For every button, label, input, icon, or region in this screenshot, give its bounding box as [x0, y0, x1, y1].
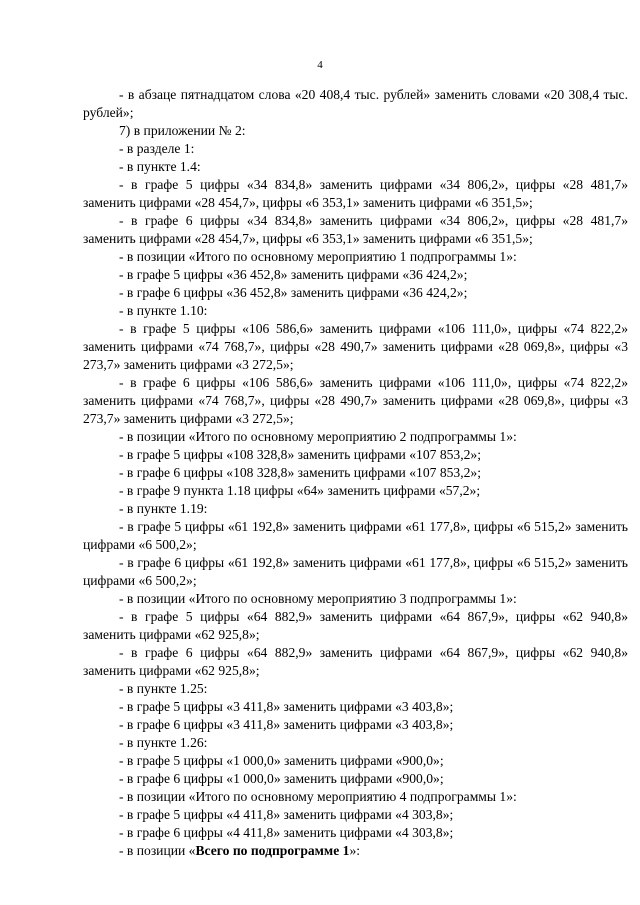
paragraph-total-2-col-5: - в графе 5 цифры «108 328,8» заменить цифрами «107 853,2»;: [119, 447, 481, 462]
paragraph-total-3-col-5: - в графе 5 цифры «64 882,9» заменить цифрами «64 867,9», цифры «62 940,8» заменить цифрами «62 925,8»;: [83, 609, 628, 642]
paragraph-total-measure-4: - в позиции «Итого по основному мероприятию 4 подпрограммы 1»:: [119, 789, 517, 804]
paragraph-total-measure-1: - в позиции «Итого по основному мероприятию 1 подпрограммы 1»:: [119, 249, 517, 264]
paragraph-appendix-2: 7) в приложении № 2:: [119, 123, 246, 138]
total-subprogram-prefix: - в позиции «: [119, 843, 196, 858]
paragraph-replace-words: - в абзаце пятнадцатом слова «20 408,4 тыс. рублей» заменить словами «20 308,4 тыс. рублей»;: [83, 87, 628, 120]
paragraph-item-1-25: - в пункте 1.25:: [119, 681, 208, 696]
paragraph-1-10-col-6: - в графе 6 цифры «106 586,6» заменить цифрами «106 111,0», цифры «74 822,2» заменить цифрами «74 768,7», цифры «28 490,7» заменить цифрами «28 069,8», цифры «3 273,7» заменить цифрами «3 272,5»;: [83, 375, 628, 426]
paragraph-total-subprogram: [83, 842, 628, 860]
paragraph-total-measure-2: - в позиции «Итого по основному мероприятию 2 подпрограммы 1»:: [119, 429, 517, 444]
paragraph-1-10-col-5: - в графе 5 цифры «106 586,6» заменить цифрами «106 111,0», цифры «74 822,2» заменить цифрами «74 768,7», цифры «28 490,7» заменить цифрами «28 069,8», цифры «3 273,7» заменить цифрами «3 272,5»;: [83, 321, 628, 372]
total-subprogram-bold: Всего по подпрограмме 1: [195, 843, 350, 858]
paragraph-item-1-19: - в пункте 1.19:: [119, 501, 208, 516]
paragraph-total-3-col-6: - в графе 6 цифры «64 882,9» заменить цифрами «64 867,9», цифры «62 940,8» заменить цифрами «62 925,8»;: [83, 645, 628, 678]
paragraph-1-25-col-6: - в графе 6 цифры «3 411,8» заменить цифрами «3 403,8»;: [119, 717, 454, 732]
paragraph-1-4-col-5: - в графе 5 цифры «34 834,8» заменить цифрами «34 806,2», цифры «28 481,7» заменить цифрами «28 454,7», цифры «6 353,1» заменить цифрами «6 351,5»;: [83, 177, 628, 210]
paragraph-total-1-col-6: - в графе 6 цифры «36 452,8» заменить цифрами «36 424,2»;: [119, 285, 468, 300]
paragraph-item-1-26: - в пункте 1.26:: [119, 735, 208, 750]
paragraph-1-26-col-6: - в графе 6 цифры «1 000,0» заменить цифрами «900,0»;: [119, 771, 444, 786]
paragraph-1-25-col-5: - в графе 5 цифры «3 411,8» заменить цифрами «3 403,8»;: [119, 699, 454, 714]
paragraph-total-4-col-6: - в графе 6 цифры «4 411,8» заменить цифрами «4 303,8»;: [119, 825, 454, 840]
paragraph-1-19-col-6: - в графе 6 цифры «61 192,8» заменить цифрами «61 177,8», цифры «6 515,2» заменить цифрами «6 500,2»;: [83, 555, 628, 588]
total-subprogram-suffix: »:: [349, 843, 361, 858]
paragraph-total-1-col-5: - в графе 5 цифры «36 452,8» заменить цифрами «36 424,2»;: [119, 267, 468, 282]
paragraph-1-26-col-5: - в графе 5 цифры «1 000,0» заменить цифрами «900,0»;: [119, 753, 444, 768]
paragraph-1-19-col-5: - в графе 5 цифры «61 192,8» заменить цифрами «61 177,8», цифры «6 515,2» заменить цифрами «6 500,2»;: [83, 519, 628, 552]
page-number: 4: [317, 59, 323, 71]
paragraph-total-measure-3: - в позиции «Итого по основному мероприятию 3 подпрограммы 1»:: [119, 591, 517, 606]
paragraph-item-1-10: - в пункте 1.10:: [119, 303, 208, 318]
paragraph-section-1: - в разделе 1:: [119, 141, 195, 156]
paragraph-total-2-col-6: - в графе 6 цифры «108 328,8» заменить цифрами «107 853,2»;: [119, 465, 481, 480]
paragraph-1-4-col-6: - в графе 6 цифры «34 834,8» заменить цифрами «34 806,2», цифры «28 481,7» заменить цифрами «28 454,7», цифры «6 353,1» заменить цифрами «6 351,5»;: [83, 213, 628, 246]
document-body: [83, 86, 628, 860]
paragraph-total-4-col-5: - в графе 5 цифры «4 411,8» заменить цифрами «4 303,8»;: [119, 807, 454, 822]
paragraph-item-1-4: - в пункте 1.4:: [119, 159, 201, 174]
paragraph-1-18-col-9: - в графе 9 пункта 1.18 цифры «64» заменить цифрами «57,2»;: [119, 483, 481, 498]
